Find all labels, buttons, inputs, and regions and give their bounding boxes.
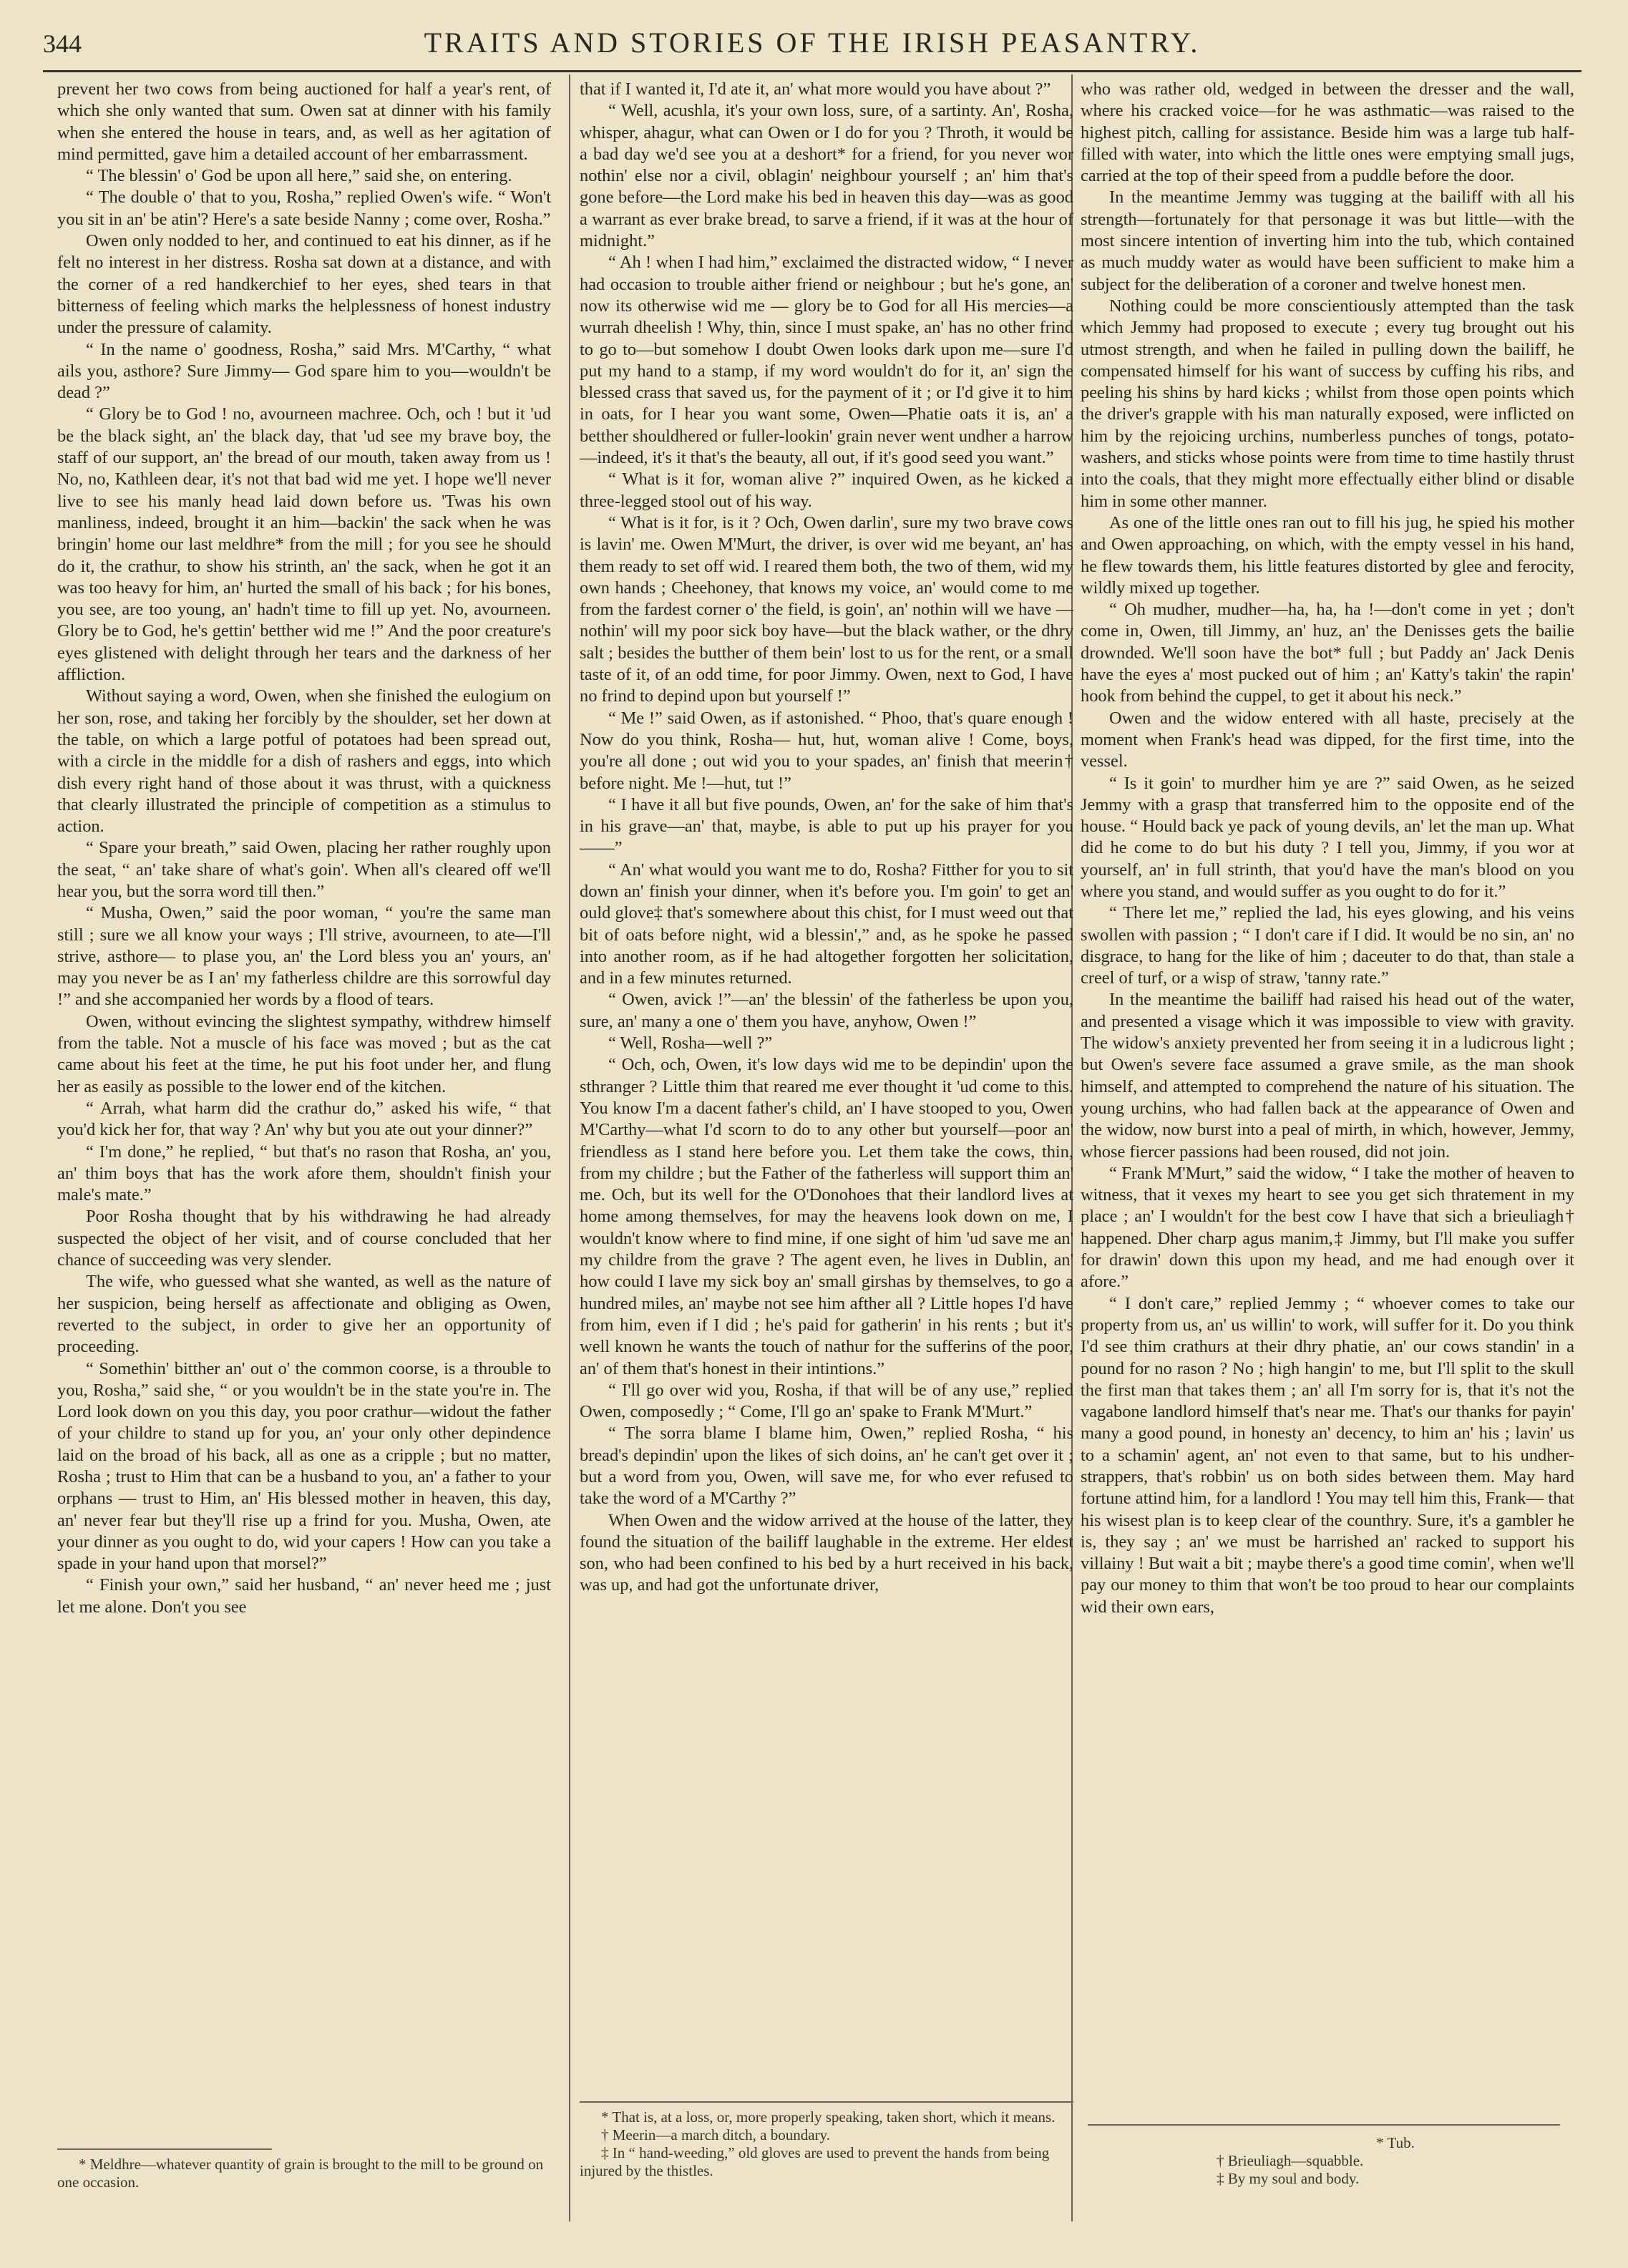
paragraph: “ Oh mudher, mudher—ha, ha, ha !—don't come in yet ; don't come in, Owen, till Jimmy, an' huz, an' the Denisses gets the bailie drownded. We'll soon have the bot* full ; but Paddy an' Jack Denis have the eyes a' most pucked out of him ; an' Katty's takin' the rapin' hook from behind the cuppel, to get it about his neck.” [1081, 600, 1574, 706]
paragraph: Owen, without evincing the slightest sympathy, withdrew himself from the table. Not a muscle of his face was moved ; but as the cat came about his feet at the time, he put his foot under her, and flung her as easily as possible to the lower end of the kitchen. [57, 1011, 551, 1096]
paragraph: As one of the little ones ran out to fill his jug, he spied his mother and Owen approaching, on which, with the empty vessel in his hand, he flew towards them, his little features distorted by glee and ferocity, wildly mixed up together. [1081, 512, 1574, 598]
paragraph: “ What is it for, woman alive ?” inquired Owen, as he kicked a three-legged stool out of his way. [580, 469, 1073, 511]
paragraph: “ Arrah, what harm did the crathur do,” asked his wife, “ that you'd kick her for, that way ? An' why but you ate out your dinner?” [57, 1098, 551, 1140]
paragraph: Nothing could be more conscientiously attempted than the task which Jemmy had proposed to execute ; every tug brought out his utmost strength, and when he failed in pulling down the bailiff, he compensated himself for his want of success by cuffing his ribs, and peeling his shins by hard kicks ; whilst from those open points which the driver's grapple with his man naturally exposed, were inflicted on him by the rejoicing urchins, numberless punches of tongs, potato-washers, and sticks whose points were from time to time hastily thrust into the coals, that they might more effectually either blind or disable him in some other manner. [1081, 296, 1574, 511]
paragraph: “ Finish your own,” said her husband, “ an' never heed me ; just let me alone. Don't you see [57, 1575, 551, 1617]
footnote-rule [57, 2148, 272, 2150]
page-header [43, 26, 1581, 66]
footnote: * Tub. [1376, 2134, 1415, 2151]
running-title: TRAITS AND STORIES OF THE IRISH PEASANTRY. [424, 26, 1201, 59]
paragraph: “ Well, Rosha—well ?” [608, 1033, 773, 1053]
paragraph: prevent her two cows from being auctioned for half a year's rent, of which she only wanted that sum. Owen sat at dinner with his family when she entered the house in tears, and, as well as her agitation of mind permitted, gave him a detailed account of her embarrassment. [57, 79, 551, 164]
footnotes-column-2 [580, 2108, 1073, 2180]
paragraph: “ Me !” said Owen, as if astonished. “ Phoo, that's quare enough ! Now do you think, Rosha— hut, hut, woman alive ! Come, boys, you're all done ; out wid you to your spades, an' finish that meerin† before night. Me !—hut, tut !” [580, 708, 1073, 793]
paragraph: Poor Rosha thought that by his withdrawing he had already suspected the object of her visit, and of course concluded that her chance of succeeding was very slender. [57, 1207, 551, 1270]
paragraph: In the meantime Jemmy was tugging at the bailiff with all his strength—fortunately for that personage it was but little—with the most sincere intention of inverting him into the tub, which contained as much muddy water as would have been sufficient to make him a subject for the deliberation of a coroner and twelve honest men. [1081, 188, 1574, 294]
paragraph: “ An' what would you want me to do, Rosha? Fitther for you to sit down an' finish your dinner, when it's before you. I'm goin' to get an' ould glove‡ that's somewhere about this chist, for I must weed out that bit of oats before night, wid a blessin',” and, as he spoke he passed into another room, as if he had altogether forgotten her solicitation, and in a few minutes returned. [580, 860, 1073, 988]
paragraph: “ The double o' that to you, Rosha,” replied Owen's wife. “ Won't you sit in an' be atin'? Here's a sate beside Nanny ; come over, Rosha.” [57, 188, 551, 229]
paragraph: “ I don't care,” replied Jemmy ; “ whoever comes to take our property from us, an' us willin' to work, will suffer for it. Do you think I'd see thim crathurs at their dhry phatie, an' our cows standin' in a pound for no rason ? No ; high hangin' to me, but I'll split to the skull the first man that takes them ; an' all I'm sorry for is, that it's not the vagabone landlord himself that's near me. That's our thanks for payin' many a good pound, in honesty an' decency, to him an' his ; lavin' us to a schamin' agent, an' not even to that same, but to his undher-strappers, that's robbin' us on both sides between them. May hard fortune attind him, for a landlord ! You may tell him this, Frank— that his wisest plan is to keep clear of the counthry. Sure, it's a gambler he is, they say ; an' we must be harrished an' racked to support his villainy ! But wait a bit ; maybe there's a good time comin', when we'll pay our money to thim that won't be too proud to hear our complaints wid their own ears, [1081, 1293, 1574, 1617]
footnotes-column-3 [1217, 2134, 1574, 2188]
paragraph: When Owen and the widow arrived at the house of the latter, they found the situation of the bailiff laughable in the extreme. Her eldest son, who had been confined to his bed by a hurt received in his back, was up, and had got the unfortunate driver, [580, 1510, 1073, 1595]
column-divider [569, 74, 570, 2221]
page-number: 344 [43, 29, 82, 58]
text-column-2 [580, 79, 1073, 2197]
paragraph: Owen and the widow entered with all haste, precisely at the moment when Frank's head was dipped, for the first time, into the vessel. [1081, 708, 1574, 772]
footnote: * Meldhre—whatever quantity of grain is brought to the mill to be ground on one occasion. [57, 2156, 544, 2191]
paragraph: “ I'll go over wid you, Rosha, if that will be of any use,” replied Owen, composedly ; “ Come, I'll go an' spake to Frank M'Murt.” [580, 1380, 1073, 1422]
footnotes-column-1 [57, 2156, 551, 2191]
paragraph: “ Well, acushla, it's your own loss, sure, of a sartinty. An', Rosha, whisper, ahagur, what can Owen or I do for you ? Throth, it would be a bad day we'd see you at a deshort* for a friend, for you never wor nothin' else nor a civil, oblagin' neighbour yourself ; an' him that's gone before—the Lord make his bed in heaven this day—was as good a warrant as ever brake bread, to sarve a friend, if it was at the hour of midnight.” [580, 101, 1073, 251]
footnote: † Meerin—a march ditch, a boundary. [601, 2126, 830, 2143]
paragraph: “ I have it all but five pounds, Owen, an' for the sake of him that's in his grave—an' that, maybe, is able to put up his prayer for you——” [580, 794, 1073, 858]
text-column-3 [1081, 79, 1574, 2197]
footnote: * That is, at a loss, or, more properly speaking, taken short, which it means. [601, 2108, 1056, 2126]
paragraph: who was rather old, wedged in between the dresser and the wall, where his cracked voice—for he was asthmatic—was raised to the highest pitch, calling for assistance. Beside him was a large tub half-filled with water, into which the little ones were emptying small jugs, carried at the top of their speed from a puddle before the door. [1081, 79, 1574, 186]
footnote: ‡ By my soul and body. [1217, 2170, 1360, 2187]
paragraph: “ Glory be to God ! no, avourneen machree. Och, och ! but it 'ud be the black sight, an' the black day, that 'ud see my brave boy, the staff of our support, an' the bread of our mouth, taken away from us ! No, no, Kathleen dear, it's not that bad wid me yet. I hope we'll never live to see his manly head laid down before us. 'Twas his own manliness, indeed, brought it an him—backin' the sack when he was bringin' home our last meldhre* from the mill ; for you see he should do it, the crathur, to show his strinth, an' the sack, when he got it an was too heavy for him, an' hurted the small of his back ; for his bones, you see, are too young, an' hadn't time to fill up yet. No, avourneen. Glory be to God, he's gettin' betther wid me !” And the poor creature's eyes glistened with delight through her tears and the darkness of her affliction. [57, 404, 551, 685]
paragraph: “ Frank M'Murt,” said the widow, “ I take the mother of heaven to witness, that it vexes my heart to see you get sich thratement in my place ; an' I wouldn't for the best cow I have that sich a brieuliagh† happened. Dher charp agus manim,‡ Jimmy, but I'll make you suffer for drawin' down this upon my head, and me had enough over it afore.” [1081, 1163, 1574, 1292]
paragraph: The wife, who guessed what she wanted, as well as the nature of her suspicion, being herself as affectionate and obliging as Owen, reverted to the subject, in order to give her an opportunity of proceeding. [57, 1272, 551, 1357]
paragraph: “ Somethin' bitther an' out o' the common coorse, is a throuble to you, Rosha,” said she, “ or you wouldn't be in the state you're in. The Lord look down on you this day, you poor crathur—widout the father of your childre to stand up for you, an' your only other depindence laid on the broad of his back, all as one as a cripple ; but no matter, Rosha ; trust to Him that can be a husband to you, an' a father to your orphans — trust to Him, an' His blessed mother in heaven, this day, an' never fear but they'll rise up a frind for you. Musha, Owen, ate your dinner as you ought to do, wid your capers ! How can you take a spade in your hand upon that morsel?” [57, 1358, 551, 1574]
paragraph: “ The blessin' o' God be upon all here,” said she, on entering. [86, 166, 512, 186]
paragraph: In the meantime the bailiff had raised his head out of the water, and presented a visage which it was impossible to view with gravity. The widow's anxiety prevented her from seeing it in a ludicrous light ; but Owen's severe face assumed a grave smile, as the man shook himself, and attempted to comprehend the nature of his situation. The young urchins, who had fallen back at the appearance of Owen and the widow, now burst into a peal of mirth, in which, however, Jemmy, whose fiercer passions had been roused, did not join. [1081, 990, 1574, 1162]
footnote: ‡ In “ hand-weeding,” old gloves are used to prevent the hands from being injured by the thistles. [580, 2144, 1050, 2179]
footnote: † Brieuliagh—squabble. [1217, 2152, 1364, 2169]
footnote-rule [1088, 2124, 1560, 2126]
paragraph: Without saying a word, Owen, when she finished the eulogium on her son, rose, and taking her forcibly by the shoulder, set her down at the table, on which a large potful of potatoes had been spread out, with a circle in the middle for a dish of rashers and eggs, into which dish every right hand of those about it was thrust, with a quickness that clearly illustrated the principle of competition as a stimulus to action. [57, 686, 551, 837]
paragraph: “ There let me,” replied the lad, his eyes glowing, and his veins swollen with passion ; “ I don't care if I did. It would be no sin, an' no disgrace, to hang for the like of him ; daceuter to do that, than stale a creel of turf, or a wisp of straw, 'tanny rate.” [1081, 903, 1574, 988]
paragraph: “ Och, och, Owen, it's low days wid me to be depindin' upon the sthranger ? Little thim that reared me ever thought it 'ud come to this. You know I'm a dacent father's child, an' I have stooped to you, Owen M'Carthy—what I'd scorn to do to any other but yourself—poor an' friendless as I stand here before you. Let them take the cows, thin, from my childre ; but the Father of the fatherless will support thim an' me. Och, but its well for the O'Donohoes that their landlord lives at home among themselves, for may the heavens look down on me, I wouldn't know where to find mine, if one sight of him 'ud save me an' my childre from the grave ? The agent even, he lives in Dublin, an' how could I lave my sick boy an' small girshas by themselves, to go a hundred miles, an' maybe not see him afther all ? Little hopes I'd have from him, even if I did ; he's paid for gatherin' in his rents ; but it's well known he wants the touch of nathur for the sufferins of the poor, an' of them that's honest in their intintions.” [580, 1055, 1073, 1378]
paragraph: “ In the name o' goodness, Rosha,” said Mrs. M'Carthy, “ what ails you, asthore? Sure Jimmy— God spare him to you—wouldn't be dead ?” [57, 339, 551, 403]
paragraph: “ Owen, avick !”—an' the blessin' of the fatherless be upon you, sure, an' many a one o' them you have, anyhow, Owen !” [580, 990, 1073, 1031]
paragraph: “ I'm done,” he replied, “ but that's no rason that Rosha, an' you, an' thim boys that has the work afore them, shouldn't finish your male's mate.” [57, 1142, 551, 1205]
paragraph: that if I wanted it, I'd ate it, an' what more would you have about ?” [580, 79, 1051, 99]
paragraph: “ Ah ! when I had him,” exclaimed the distracted widow, “ I never had occasion to trouble aither friend or neighbour ; but he's gone, an' now its otherwise wid me — glory be to God for all His mercies—a wurrah dheelish ! Why, thin, since I must spake, an' has no other frind to go to—but somehow I doubt Owen looks dark upon me—sure I'd put my hand to a stamp, if my word wouldn't do for it, an' sign the blessed crass that saved us, for the payment of it ; or I'd give it to him in oats, for I hear you want some, Owen—Phatie oats it is, an' a betther shouldhered or fuller-lookin' grain never went undher a harrow—indeed, it's it that's the beauty, all out, if it's good seed you want.” [580, 253, 1073, 468]
paragraph: “ Musha, Owen,” said the poor woman, “ you're the same man still ; sure we all know your ways ; I'll strive, avourneen, to ate—I'll strive, asthore— to plase you, an' the Lord bless you an' yours, an' may you never be as I an' my fatherless childre are this sorrowful day !” and she accompanied her words by a flood of tears. [57, 903, 551, 1010]
paragraph: “ What is it for, is it ? Och, Owen darlin', sure my two brave cows is lavin' me. Owen M'Murt, the driver, is over wid me beyant, an' has them ready to set off wid. I reared them both, the two of them, wid my own hands ; Cheehoney, that knows my voice, an' would come to me from the fardest corner o' the field, is goin', an' nothin will we have —nothin' will my poor sick boy have—but the black wather, or the dhry salt ; besides the butther of them bein' lost to us for the rent, or a small taste of it, of an odd time, for poor Jimmy. Owen, next to God, I have no frind to depind upon but yourself !” [580, 512, 1073, 706]
footnote-rule [580, 2101, 1073, 2103]
header-rule [43, 70, 1581, 72]
paragraph: “ Spare your breath,” said Owen, placing her rather roughly upon the seat, “ an' take share of what's goin'. When all's cleared off we'll hear you, but the sorra word till then.” [57, 838, 551, 901]
paragraph: “ Is it goin' to murdher him ye are ?” said Owen, as he seized Jemmy with a grasp that transferred him to the opposite end of the house. “ Hould back ye pack of young devils, an' let the man up. What did he come to do but his duty ? I tell you, Jimmy, if you wor at yourself, an' in full strinth, that you'd have the man's blood on you where you stand, and would suffer as you ought to do for it.” [1081, 773, 1574, 901]
paragraph: Owen only nodded to her, and continued to eat his dinner, as if he felt no interest in her distress. Rosha sat down at a distance, and with the corner of a red handkerchief to her eyes, shed tears in that bitterness of feeling which marks the helplessness of honest industry under the pressure of calamity. [57, 231, 551, 338]
paragraph: “ The sorra blame I blame him, Owen,” replied Rosha, “ his bread's depindin' upon the likes of sich doins, an' he can't get over it ; but a word from you, Owen, will save me, for who ever refused to take the word of a M'Carthy ?” [580, 1423, 1073, 1509]
text-column-1 [57, 79, 551, 2197]
